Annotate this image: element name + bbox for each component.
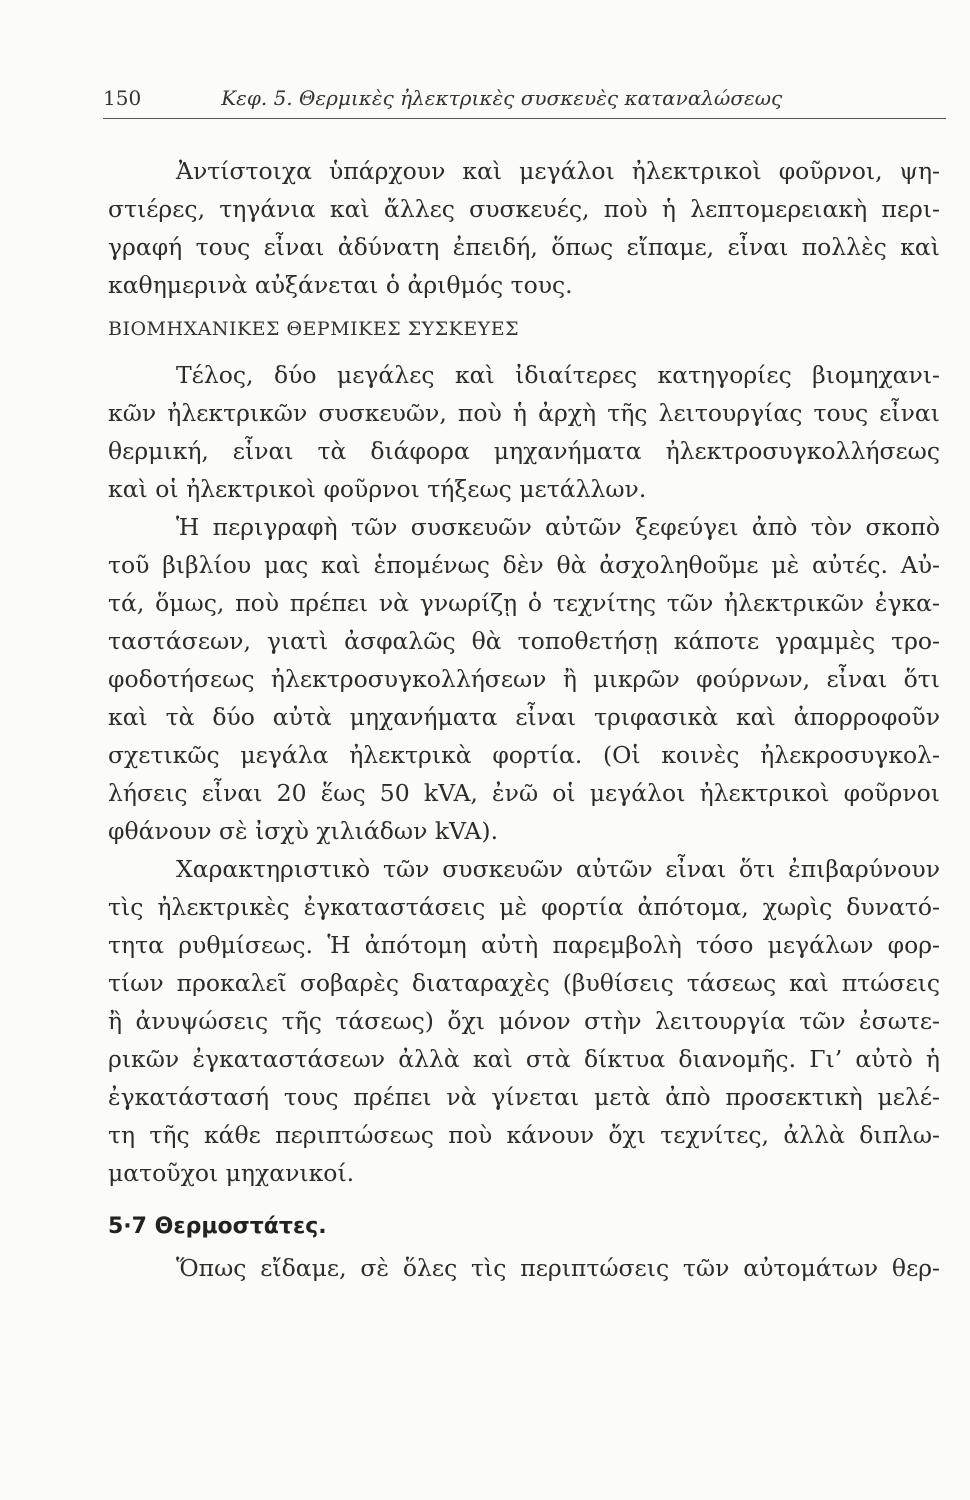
text-line: καὶ τὰ δύο αὐτὰ μηχανήματα εἶναι τριφασικὰ καὶ ἀπορροφοῦν [108,703,940,731]
text-line: στιέρες, τηγάνια καὶ ἄλλες συσκευές, ποὺ ἡ λεπτομερειακὴ περι- [108,195,940,223]
paragraph-3 [108,508,940,850]
text-line: τὶς ἠλεκτρικὲς ἐγκαταστάσεις μὲ φορτία ἀπότομα, χωρὶς δυνατό- [108,893,940,921]
text-line: Χαρακτηριστικὸ τῶν συσκευῶν αὐτῶν εἶναι ὅτι ἐπιβαρύνουν [176,855,940,883]
text-line: τά, ὅμως, ποὺ πρέπει νὰ γνωρίζῃ ὁ τεχνίτης τῶν ἠλεκτρικῶν ἐγκα- [108,589,940,617]
text-line: ἐγκατάστασή τους πρέπει νὰ γίνεται μετὰ ἀπὸ προσεκτικὴ μελέ- [108,1083,940,1111]
header-rule [103,118,946,119]
text-line: ματοῦχοι μηχανικοί. [108,1159,355,1187]
text-line: γραφή τους εἶναι ἀδύνατη ἐπειδή, ὅπως εἴπαμε, εἶναι πολλὲς καὶ [108,233,940,261]
text-line: τοῦ βιβλίου μας καὶ ἑπομένως δὲν θὰ ἀσχοληθοῦμε μὲ αὐτές. Αὐ- [108,551,940,579]
text-line: ἢ ἀνυψώσεις τῆς τάσεως) ὄχι μόνον στὴν λειτουργία τῶν ἐσωτε- [108,1007,940,1035]
paragraph-5 [108,1249,940,1287]
text-line: Τέλος, δύο μεγάλες καὶ ἰδιαίτερες κατηγορίες βιομηχανι- [176,361,940,389]
section-heading-5-7: 5·7 Θερμοστάτες. [108,1214,327,1239]
text-line: σχετικῶς μεγάλα ἠλεκτρικὰ φορτία. (Οἱ κοινὲς ἠλεκροσυγκολ- [108,741,940,769]
paragraph-4 [108,850,940,1192]
text-line: θερμική, εἶναι τὰ διάφορα μηχανήματα ἠλεκτροσυγκολλήσεως [108,437,940,465]
text-line: τη τῆς κάθε περιπτώσεως ποὺ κάνουν ὄχι τεχνίτες, ἀλλὰ διπλω- [108,1121,940,1149]
text-line: λήσεις εἶναι 20 ἕως 50 kVA, ἐνῶ οἱ μεγάλοι ἠλεκτρικοὶ φοῦρνοι [108,779,940,807]
text-line: φθάνουν σὲ ἰσχὺ χιλιάδων kVA). [108,817,499,845]
text-line: τητα ρυθμίσεως. Ἡ ἀπότομη αὐτὴ παρεμβολὴ τόσο μεγάλων φορ- [108,931,940,959]
page-number: 150 [103,86,142,110]
paragraph-1 [108,152,940,304]
body-text [108,152,940,1287]
text-line: τίων προκαλεῖ σοβαρὲς διαταραχὲς (βυθίσεις τάσεως καὶ πτώσεις [108,969,940,997]
text-line: Ἀντίστοιχα ὑπάρχουν καὶ μεγάλοι ἠλεκτρικοὶ φοῦρνοι, ψη- [176,157,940,185]
running-head [103,86,943,116]
text-line: φοδοτήσεως ἠλεκτροσυγκολλήσεων ἢ μικρῶν φούρνων, εἶναι ὅτι [108,665,940,693]
text-line: Ὅπως εἴδαμε, σὲ ὅλες τὶς περιπτώσεις τῶν αὐτομάτων θερ- [176,1254,940,1282]
text-line: καὶ οἱ ἠλεκτρικοὶ φοῦρνοι τήξεως μετάλλων. [108,475,647,503]
text-line: ταστάσεων, γιατὶ ἀσφαλῶς θὰ τοποθετήσῃ κάποτε γραμμὲς τρο- [108,627,940,655]
text-line: ρικῶν ἐγκαταστάσεων ἀλλὰ καὶ στὰ δίκτυα διανομῆς. Γι’ αὐτὸ ἡ [108,1045,940,1073]
text-line: Ἡ περιγραφὴ τῶν συσκευῶν αὐτῶν ξεφεύγει ἀπὸ τὸν σκοπὸ [176,513,940,541]
running-title: Κεφ. 5. Θερμικὲς ἠλεκτρικὲς συσκευὲς καταναλώσεως [221,86,783,110]
text-line: καθημερινὰ αὐξάνεται ὁ ἀριθμός τους. [108,271,573,299]
paragraph-2 [108,356,940,508]
text-line: κῶν ἠλεκτρικῶν συσκευῶν, ποὺ ἡ ἀρχὴ τῆς λειτουργίας τους εἶναι [108,399,940,427]
section-caps-heading: ΒΙΟΜΗΧΑΝΙΚΕΣ ΘΕΡΜΙΚΕΣ ΣΥΣΚΕΥΕΣ [108,318,520,340]
